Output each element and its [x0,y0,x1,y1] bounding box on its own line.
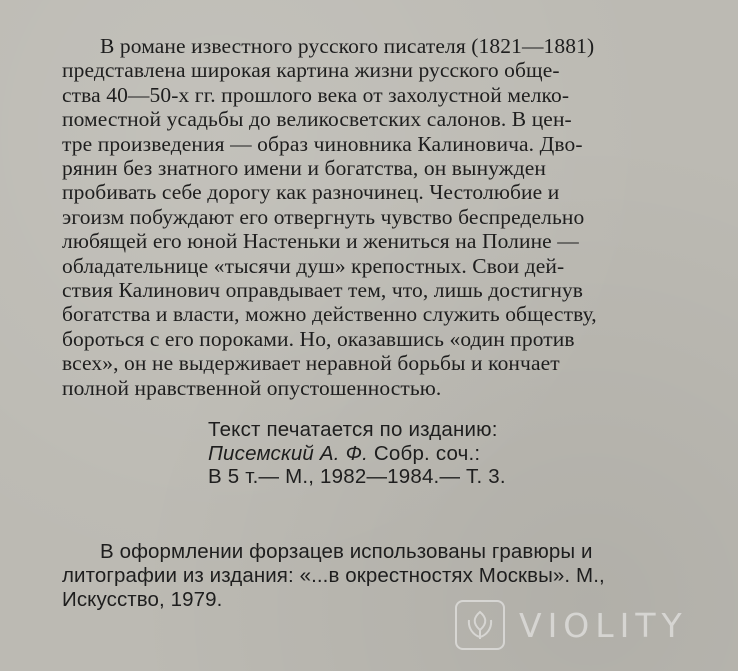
summary-line: ствия Калинович оправдывает тем, что, лишь достигнув [62,278,584,303]
summary-line: В романе известного русского писателя (1821—1881) [100,34,595,58]
summary-paragraph [62,34,694,400]
summary-line: любящей его юной Настеньки и жениться на Полине — [62,229,579,254]
edition-line: Текст печатается по изданию: [208,418,498,441]
summary-line: богатства и власти, можно действенно служить обществу, [62,302,597,327]
edition-line [208,442,506,466]
summary-line: всех», он не выдерживает неравной борьбы и кончает [62,351,560,376]
summary-line: эгоизм побуждают его отвергнуть чувство беспредельно [62,204,585,229]
edition-author: Писемский А. Ф. [208,441,368,465]
summary-line: рянин без знатного имени и богатства, он вынужден [62,156,547,181]
watermark-text: VIOLITY [519,605,688,645]
design-line: Искусство, 1979. [62,588,223,611]
summary-line: обладательнице «тысячи душ» крепостных. Свои дей- [62,253,565,278]
edition-collection: Собр. соч.: [373,441,481,465]
summary-line: бороться с его пороками. Но, оказавшись «один против [62,326,575,351]
design-line: В оформлении форзацев использованы гравюры и [100,540,593,563]
edition-line: В 5 т.— М., 1982—1984.— Т. 3. [208,465,506,488]
summary-line: тре произведения — образ чиновника Калиновича. Дво- [62,131,583,156]
violity-logo-icon [455,600,505,650]
summary-line: пробивать себе дорогу как разночинец. Честолюбие и [62,180,560,205]
summary-line: ства 40—50-х гг. прошлого века от захолустной мелко- [62,82,570,107]
summary-line: представлена широкая картина жизни русского обще- [62,58,560,83]
design-line: литографии из издания: «...в окрестностях Москвы». М., [62,564,605,587]
summary-line: поместной усадьбы до великосветских салонов. В цен- [62,107,572,132]
edition-note [208,418,506,489]
summary-line: полной нравственной опустошенностью. [62,375,442,400]
watermark [455,600,688,650]
